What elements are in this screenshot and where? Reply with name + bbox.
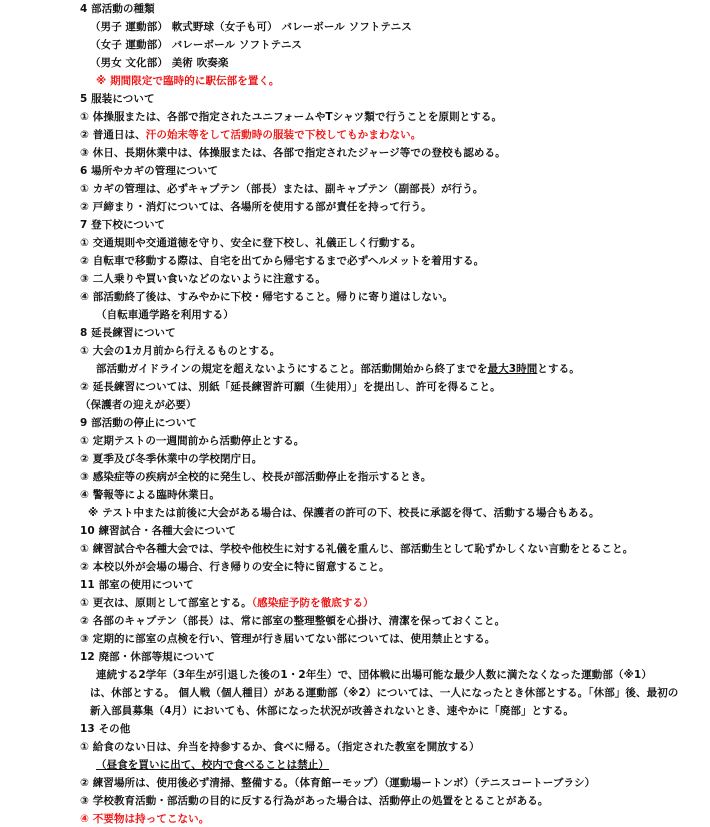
text-line (80, 487, 220, 503)
text-segment: ④ 警報等による臨時休業日。 (80, 489, 220, 501)
text-segment: とする。 (537, 363, 580, 375)
text-segment: ③ 休日、長期休業中は、体操服または、各部で指定されたジャージ等での登校も認める。 (80, 147, 506, 159)
highlight-text: ※ 期間限定で臨時的に駅伝部を置く。 (96, 75, 280, 87)
text-segment: （男女 文化部） 美術 吹奏楽 (90, 57, 229, 69)
text-segment: 6 場所やカギの管理について (80, 165, 219, 177)
text-line (80, 649, 215, 665)
text-line (80, 109, 502, 125)
text-segment: ② 戸締まり・消灯については、各場所を使用する部が責任を持って行う。 (80, 201, 432, 213)
text-line (80, 595, 374, 611)
text-line (80, 559, 390, 575)
text-segment: 連続する2学年（3年生が引退した後の1・2年生）で、団体戦に出場可能な最少人数に満たなくなった運動部（※1） (96, 669, 652, 681)
text-segment: ② 練習場所は、使用後必ず清掃、整備する。（体育館ーモップ）（運動場ートンボ）（テニスコートーブラシ） (80, 777, 596, 789)
text-segment: 新入部員募集（4月）においても、休部になった状況が改善されないとき、速やかに「廃部」とする。 (90, 705, 574, 717)
text-line (80, 235, 421, 251)
text-line (80, 199, 432, 215)
text-segment: ③ 定期的に部室の点検を行い、管理が行き届いてない部については、使用禁止とする。 (80, 633, 496, 645)
text-line (90, 685, 678, 701)
text-segment: ② 自転車で移動する際は、自宅を出てから帰宅するまで必ずヘルメットを着用する。 (80, 255, 485, 267)
text-line (96, 667, 652, 683)
text-line (88, 505, 600, 521)
text-line (80, 91, 155, 107)
text-line (80, 145, 506, 161)
text-line (90, 703, 574, 719)
text-segment: 7 登下校について (80, 219, 166, 231)
underlined-text: 最大3時間 (487, 363, 538, 375)
text-line (96, 73, 279, 89)
text-segment: ① 更衣は、原則として部室とする。 (80, 597, 252, 609)
text-line (80, 577, 194, 593)
text-segment: 13 その他 (80, 723, 131, 735)
text-segment: ① 体操服または、各部で指定されたユニフォームやTシャツ類で行うことを原則とする。 (80, 111, 503, 123)
text-line (80, 433, 304, 449)
text-line (80, 379, 501, 395)
text-segment: 9 部活動の停止について (80, 417, 197, 429)
text-segment: ③ 感染症等の疾病が全校的に発生し、校長が部活動停止を指示するとき。 (80, 471, 432, 483)
text-line (80, 469, 432, 485)
text-line (80, 325, 176, 341)
highlight-text: （感染症予防を徹底する） (251, 597, 374, 609)
text-line (80, 289, 453, 305)
text-line (90, 37, 302, 53)
text-line (96, 307, 234, 323)
text-segment: 8 延長練習について (80, 327, 176, 339)
text-line (80, 127, 421, 143)
text-segment: （保護者の迎えが必要） (80, 399, 197, 411)
text-segment: ② 夏季及び冬季休業中の学校閉庁日。 (80, 453, 263, 465)
text-line (80, 721, 130, 737)
text-segment: ① 練習試合や各種大会では、学校や他校生に対する礼儀を重んじ、部活動生として恥ずかしくない言動をとること。 (80, 543, 634, 555)
text-segment: （女子 運動部） バレーボール ソフトテニス (90, 39, 303, 51)
text-segment: （自転車通学路を利用する） (96, 309, 234, 321)
highlight-text: 汗の始末等をして活動時の服装で下校してもかまわない。 (145, 129, 422, 141)
text-line (80, 523, 236, 539)
text-line (80, 541, 633, 557)
text-segment: ① 定期テストの一週間前から活動停止とする。 (80, 435, 305, 447)
text-line (80, 775, 595, 791)
text-line (96, 757, 329, 773)
text-line (90, 19, 412, 35)
text-segment: （男子 運動部） 軟式野球（女子も可） バレーボール ソフトテニス (90, 21, 412, 33)
text-segment: 11 部室の使用について (80, 579, 194, 591)
text-segment: ① カギの管理は、必ずキャプテン（部長）または、副キャプテン（副部長）が行う。 (80, 183, 484, 195)
text-segment: 10 練習試合・各種大会について (80, 525, 237, 537)
text-segment: は、休部とする。 個人戦（個人種目）がある運動部（※2）については、一人になったとき休部とする。「休部」後、最初の (90, 687, 679, 699)
text-line (80, 271, 326, 287)
text-segment: 12 廃部・休部等規について (80, 651, 215, 663)
text-segment: ② 各部のキャプテン（部長）は、常に部室の整理整頓を心掛け、清潔を保っておくこと。 (80, 615, 506, 627)
text-line (80, 181, 483, 197)
text-line (80, 253, 484, 269)
text-line (90, 55, 228, 71)
text-segment: ③ 二人乗りや買い食いなどのないように注意する。 (80, 273, 326, 285)
text-segment: ① 大会の1カ月前から行えるものとする。 (80, 345, 281, 357)
text-segment: 部活動ガイドラインの規定を超えないようにすること。部活動開始から終了までを (96, 363, 488, 375)
text-segment: ② 本校以外が会場の場合、行き帰りの安全に特に留意すること。 (80, 561, 390, 573)
text-line (80, 451, 262, 467)
text-segment: ※ テスト中または前後に大会がある場合は、保護者の許可の下、校長に承認を得て、活動する場合もある。 (88, 507, 600, 519)
text-segment: ② 普通日は、 (80, 129, 146, 141)
text-line (80, 217, 165, 233)
text-line (80, 415, 197, 431)
text-line (96, 361, 580, 377)
text-segment: 4 部活動の種類 (80, 3, 155, 15)
underlined-text: （昼食を買いに出て、校内で食べることは禁止） (96, 759, 329, 771)
text-line (80, 613, 505, 629)
text-line (80, 343, 280, 359)
text-segment: 5 服装について (80, 93, 155, 105)
text-line (80, 631, 495, 647)
text-segment: ② 延長練習については、別紙「延長練習許可願（生徒用）」を提出し、許可を得ること。 (80, 381, 501, 393)
text-segment: ① 給食のない日は、弁当を持参するか、食べに帰る。（指定された教室を開放する） (80, 741, 480, 753)
text-line (80, 1, 155, 17)
text-line (80, 163, 218, 179)
text-segment: ④ 部活動終了後は、すみやかに下校・帰宅すること。帰りに寄り道はしない。 (80, 291, 454, 303)
text-line (80, 793, 548, 809)
text-segment: ① 交通規則や交通道徳を守り、安全に登下校し、礼儀正しく行動する。 (80, 237, 422, 249)
text-line (80, 397, 197, 413)
highlight-text: ④ 不要物は持ってこない。 (80, 813, 210, 825)
text-segment: ③ 学校教育活動・部活動の目的に反する行為があった場合は、活動停止の処置をとることがある。 (80, 795, 549, 807)
text-line (80, 811, 209, 827)
text-line (80, 739, 480, 755)
